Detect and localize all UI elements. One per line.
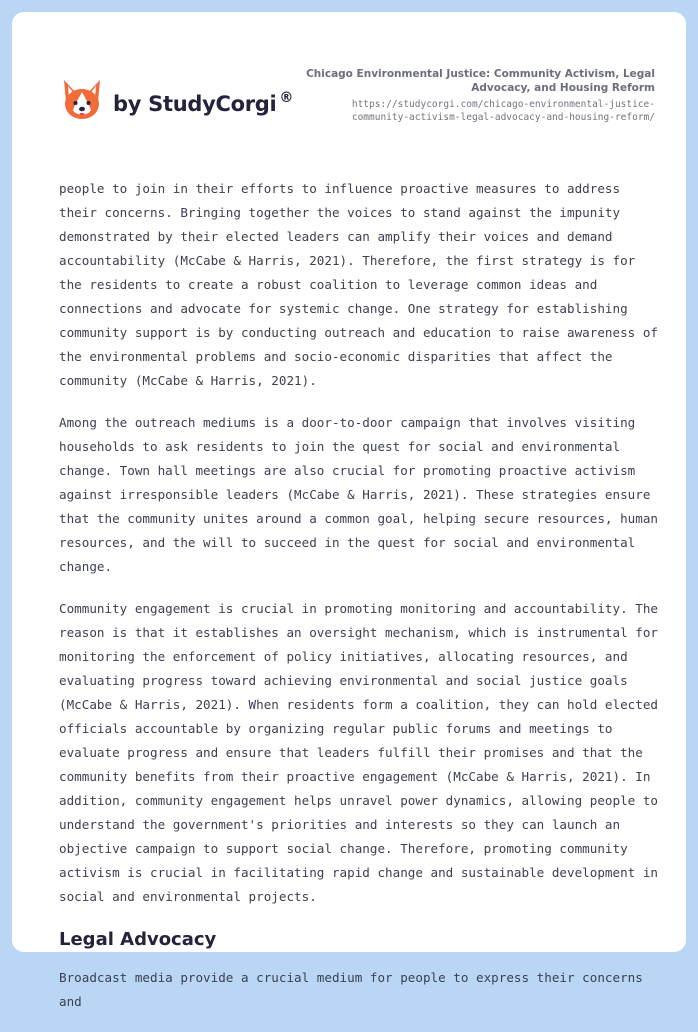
logo-wordmark: by StudyCorgi ®: [113, 90, 294, 116]
document-body: [59, 177, 659, 1032]
section-heading: Legal Advocacy: [59, 929, 217, 950]
body-paragraph: people to join in their efforts to influence proactive measures to address their concerns. Bringing together the voices to stand against the impunity demonstrated by their elected leaders can amplify their voices and demand accountability (McCabe & Harris, 2021). Therefore, the first strategy is for the residents to create a robust coalition to leverage common ideas and connections and advocate for systemic change. One strategy for establishing community support is by conducting outreach and education to raise awareness of the environmental problems and socio-economic disparities that affect the community (McCabe & Harris, 2021).: [59, 181, 658, 388]
document-meta: [295, 67, 655, 124]
studycorgi-logo[interactable]: [61, 78, 293, 122]
body-paragraph: Among the outreach mediums is a door-to-door campaign that involves visiting households to ask residents to join the quest for social and environmental change. Town hall meetings are also crucial for promoting proactive activism against irresponsible leaders (McCabe & Harris, 2021). These strategies ensure that the community unites around a common goal, helping secure resources, human resources, and the will to succeed in the quest for social and environmental change.: [59, 415, 658, 574]
corgi-icon: [61, 78, 103, 122]
document-title: Chicago Environmental Justice: Community Activism, Legal Advocacy, and Housing Reform: [306, 68, 655, 94]
registered-mark: ®: [279, 90, 294, 106]
document-page: [12, 12, 686, 1009]
body-paragraph: Broadcast media provide a crucial medium for people to express their concerns and: [59, 970, 643, 1009]
body-paragraph: Community engagement is crucial in promoting monitoring and accountability. The reason is that it establishes an oversight mechanism, which is instrumental for monitoring the enforcement of policy initiatives, allocating resources, and evaluating progress toward achieving environmental and social justice goals (McCabe & Harris, 2021). When residents form a coalition, they can hold elected officials accountable by organizing regular public forums and meetings to evaluate progress and ensure that leaders fulfill their promises and that the community benefits from their proactive engagement (McCabe & Harris, 2021). In addition, community engagement helps unravel power dynamics, allowing people to understand the government's priorities and interests so they can launch an objective campaign to support social change. Therefore, promoting community activism is crucial in facilitating rapid change and sustainable development in social and environmental projects.: [59, 601, 658, 904]
document-url[interactable]: https://studycorgi.com/chicago-environmental-justice-community-activism-legal-advocacy-and-housing-reform/: [351, 99, 655, 123]
